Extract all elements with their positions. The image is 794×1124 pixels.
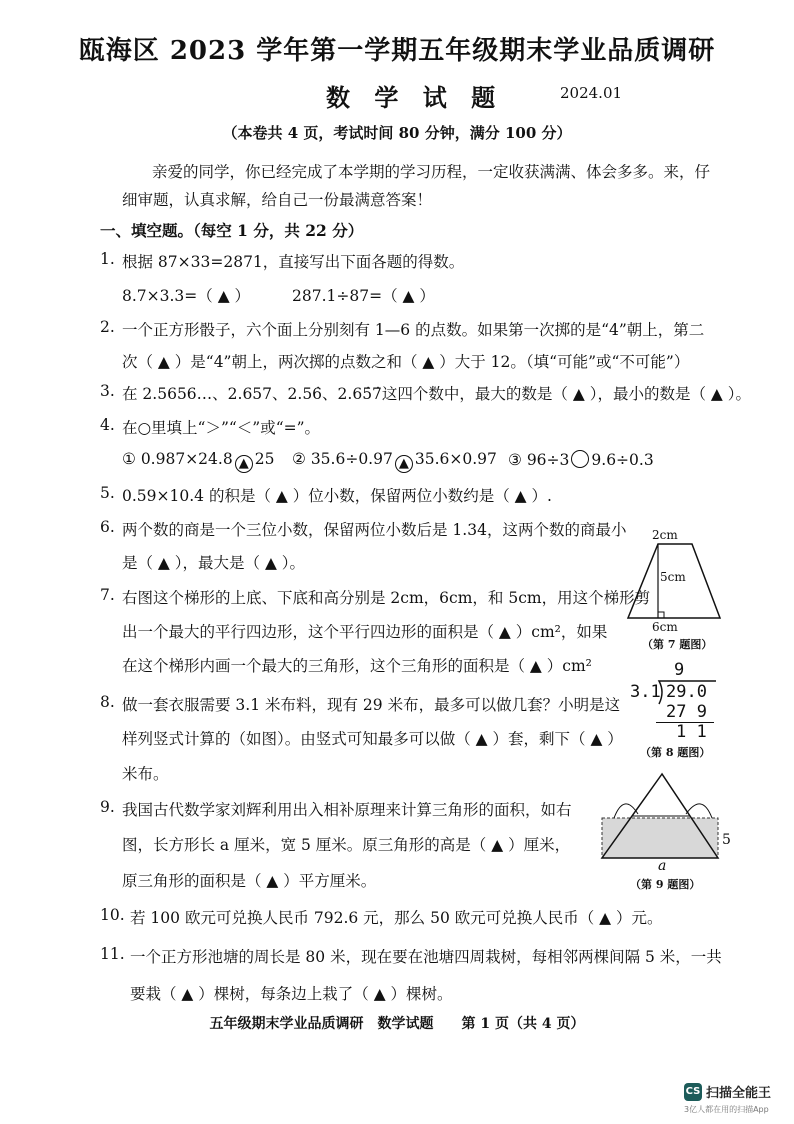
q7-number: 7.: [100, 586, 115, 604]
q4-item-2-right: 35.6×0.97: [414, 450, 497, 468]
fig8-quotient: 9: [674, 660, 685, 680]
q8-line-3: 米布。: [122, 765, 169, 783]
q9-line-2: 图，长方形长 a 厘米，宽 5 厘米。原三角形的高是（ ▲ ）厘米，: [122, 836, 571, 854]
q1-text: 根据 87×33=2871，直接写出下面各题的得数。: [122, 253, 465, 271]
q4-item-3: [508, 450, 654, 469]
exam-title: 瓯海区 2023 学年第一学期五年级期末学业品质调研: [78, 36, 716, 66]
q8-line-1: 做一套衣服需要 3.1 米布料，现有 29 米布，最多可以做几套？小明是这: [122, 696, 621, 714]
q3-text: 在 2.5656…、2.657、2.56̇、2.65̇7̇这四个数中，最大的数是（ ▲ ），最小的数是（ ▲ ）。: [122, 385, 751, 403]
q10-text: 若 100 欧元可兑换人民币 792.6 元，那么 50 欧元可兑换人民币（ ▲ ）元。: [130, 909, 663, 927]
figure-9-triangle: [598, 770, 726, 870]
q9-line-3: 原三角形的面积是（ ▲ ）平方厘米。: [122, 872, 377, 890]
q6-line-1: 两个数的商是一个三位小数，保留两位小数后是 1.34，这两个数的商最小: [122, 521, 627, 539]
fig9-width-label: 5: [722, 832, 731, 848]
fig8-product: 27 9: [666, 702, 707, 722]
q1-number: 1.: [100, 250, 115, 268]
fig8-dividend: 29.0: [666, 682, 707, 702]
q6-line-2: 是（ ▲ ），最大是（ ▲ ）。: [122, 554, 306, 572]
q7-line-1: 右图这个梯形的上底、下底和高分别是 2cm，6cm，和 5cm，用这个梯形剪: [122, 589, 651, 607]
exam-subtitle: 数 学 试 题: [326, 83, 504, 112]
q8-number: 8.: [100, 693, 115, 711]
compare-circle-1: ▲: [235, 455, 253, 473]
fig8-remainder: 1 1: [676, 722, 707, 742]
q5-number: 5.: [100, 484, 115, 502]
q4-item-1-right: 25: [254, 450, 275, 468]
exam-date: 2024.01: [560, 84, 623, 102]
q6-number: 6.: [100, 518, 115, 536]
q10-number: 10.: [100, 906, 125, 924]
fig7-height-label: 5cm: [660, 570, 686, 584]
q11-line-2: 要栽（ ▲ ）棵树，每条边上栽了（ ▲ ）棵树。: [130, 985, 453, 1003]
fig8-divisor: 3.1: [630, 682, 661, 702]
q2-line-2: 次（ ▲ ）是“4”朝上，两次掷的点数之和（ ▲ ）大于 12。（填“可能”或“不可能”）: [122, 353, 690, 371]
q5-text: 0.59×10.4 的积是（ ▲ ）位小数，保留两位小数约是（ ▲ ）.: [122, 487, 552, 505]
compare-circle-2: ▲: [395, 455, 413, 473]
q1-part-b: 287.1÷87=（ ▲ ）: [292, 287, 435, 305]
fig8-caption: （第 8 题图）: [640, 746, 711, 759]
section-heading: 一、填空题。（每空 1 分，共 22 分）: [100, 221, 364, 240]
q4-item-2: [292, 450, 497, 473]
q3-number: 3.: [100, 382, 115, 400]
intro-line-1: 亲爱的同学，你已经完成了本学期的学习历程，一定收获满满、体会多多。来，仔: [152, 163, 711, 181]
camscanner-name: 扫描全能王: [706, 1086, 772, 1101]
camscanner-tagline: 3亿人都在用的扫描App: [684, 1105, 769, 1114]
q4-number: 4.: [100, 416, 115, 434]
q1-part-a: 8.7×3.3=（ ▲ ）: [122, 287, 251, 305]
q2-number: 2.: [100, 318, 115, 336]
q8-line-2: 样列竖式计算的（如图）。由竖式可知最多可以做（ ▲ ）套，剩下（ ▲ ）: [122, 730, 623, 748]
fig9-rectangle: [602, 818, 718, 858]
fig7-bottom-label: 6cm: [652, 620, 678, 634]
q7-line-2: 出一个最大的平行四边形，这个平行四边形的面积是（ ▲ ）cm²，如果: [122, 623, 608, 641]
q11-number: 11.: [100, 945, 125, 963]
q11-line-1: 一个正方形池塘的周长是 80 米，现在要在池塘四周栽树，每相邻两棵间隔 5 米，一共: [130, 948, 722, 966]
fig7-top-label: 2cm: [652, 528, 678, 542]
q9-number: 9.: [100, 798, 115, 816]
q4-item-1: [122, 450, 274, 473]
q2-line-1: 一个正方形骰子，六个面上分别刻有 1—6 的点数。如果第一次掷的是“4”朝上，第二: [122, 321, 705, 339]
fig9-caption: （第 9 题图）: [630, 878, 701, 891]
exam-info: （本卷共 4 页，考试时间 80 分钟，满分 100 分）: [222, 124, 572, 142]
right-angle-mark: [658, 612, 664, 618]
q4-item-3-left: ③ 96÷3: [508, 451, 570, 469]
q7-line-3: 在这个梯形内画一个最大的三角形，这个三角形的面积是（ ▲ ）cm²: [122, 657, 592, 675]
q4-item-1-left: ① 0.987×24.8: [122, 450, 233, 468]
q9-line-1: 我国古代数学家刘辉利用出入相补原理来计算三角形的面积，如右: [122, 801, 572, 819]
intro-line-2: 细审题，认真求解，给自己一份最满意答案！: [122, 191, 433, 209]
q4-text: 在○里填上“＞”“＜”或“=”。: [122, 419, 321, 437]
fig9-length-label: a: [658, 858, 667, 874]
q4-item-2-left: ② 35.6÷0.97: [292, 450, 393, 468]
camscanner-logo: CS: [684, 1083, 702, 1101]
fig7-caption: （第 7 题图）: [642, 638, 713, 651]
q4-item-3-right: 9.6÷0.3: [591, 451, 654, 469]
compare-circle-3: [571, 450, 589, 468]
page-footer: 五年级期末学业品质调研 数学试题 第 1 页（共 4 页）: [209, 1016, 585, 1032]
